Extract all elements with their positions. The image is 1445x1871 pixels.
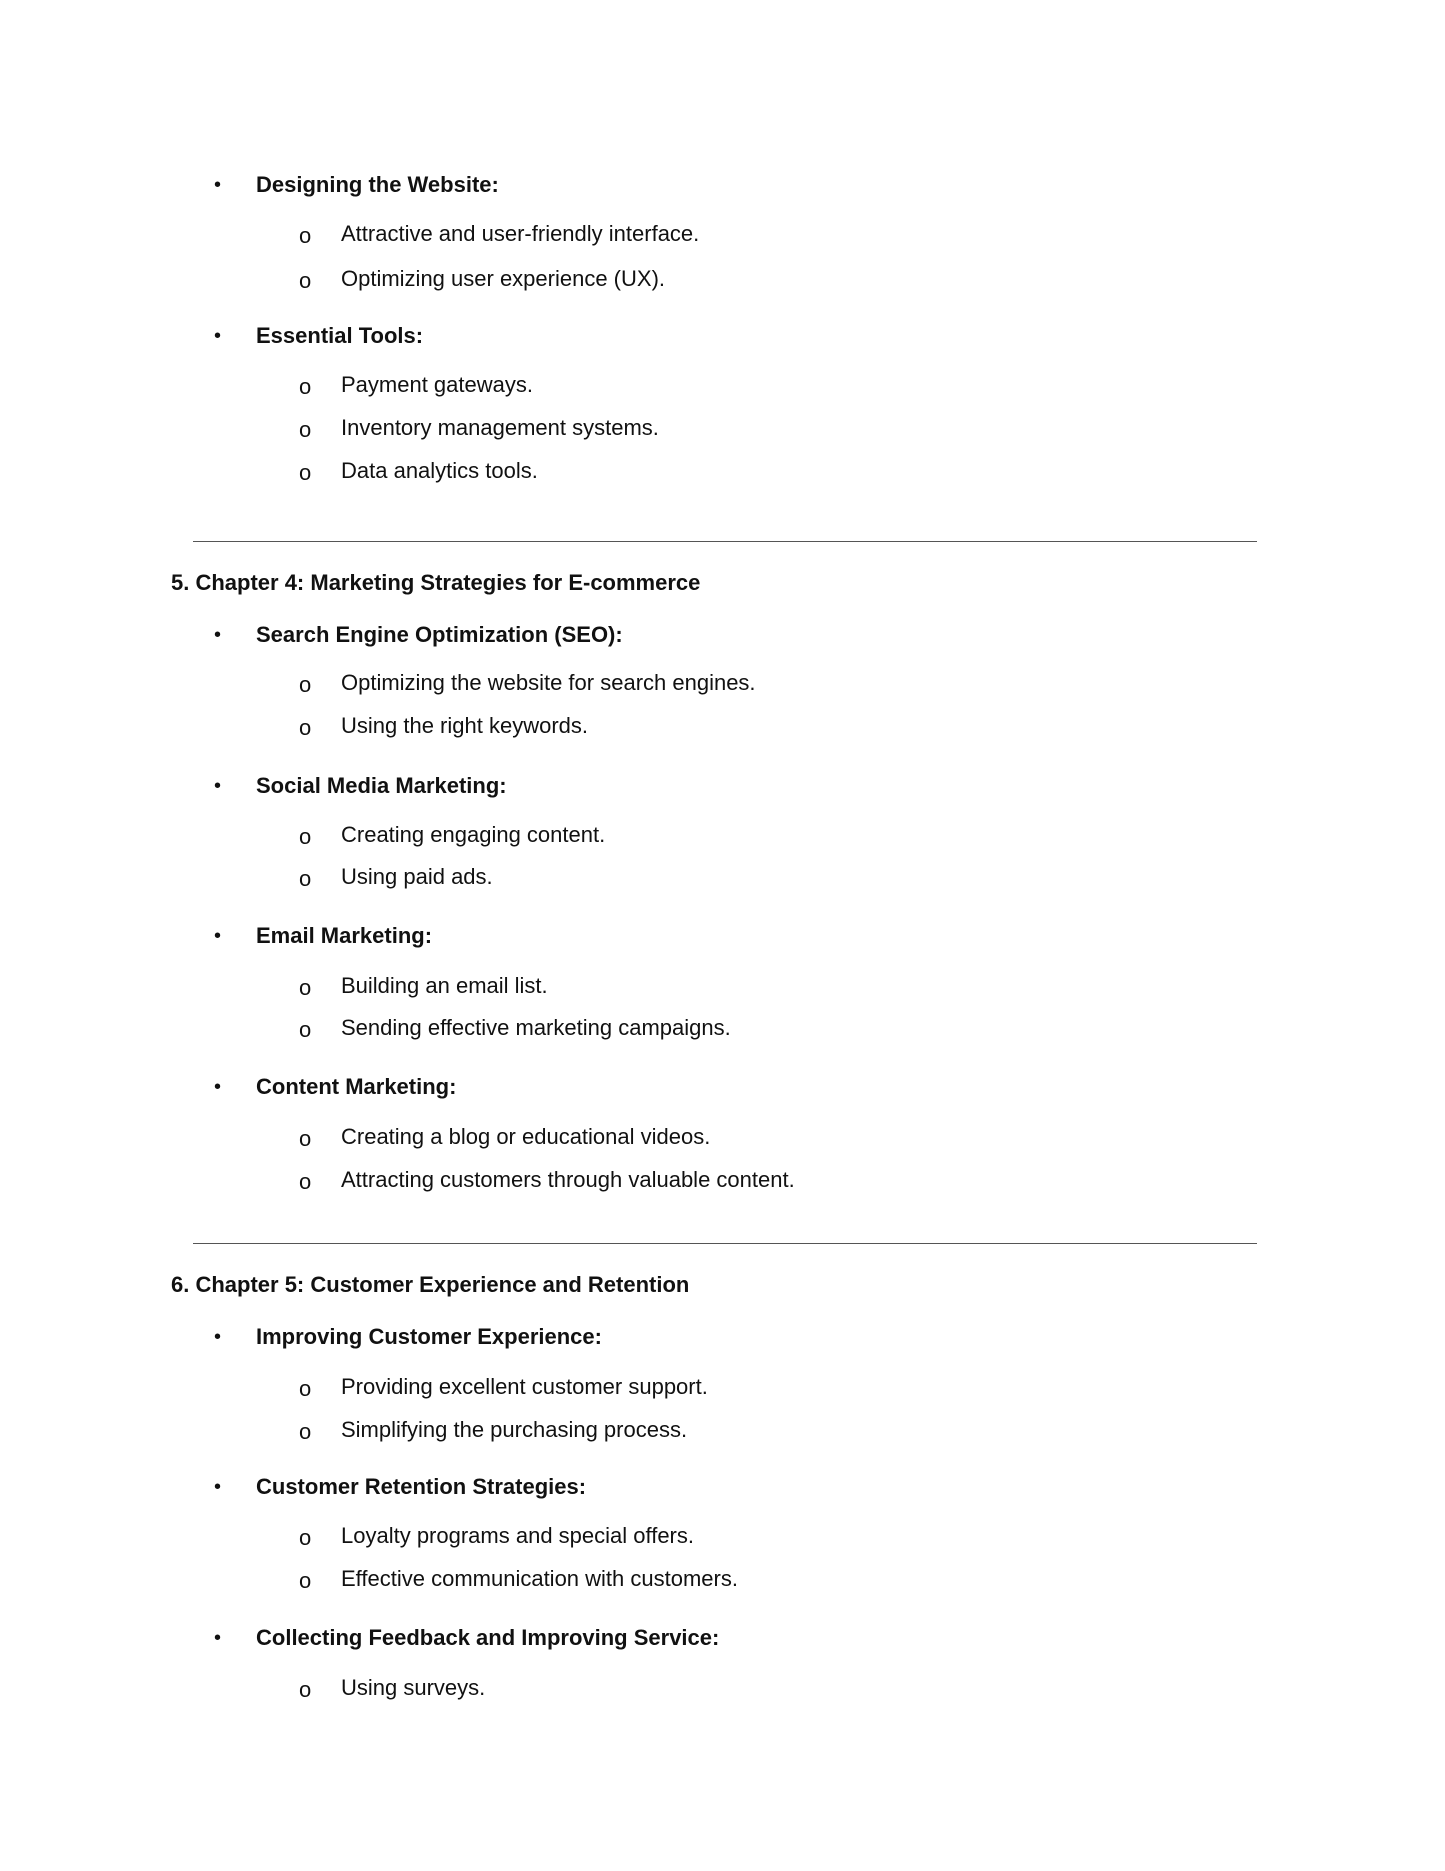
sub-list-item — [299, 1015, 731, 1042]
list-item-label: Collecting Feedback and Improving Service: — [256, 1625, 720, 1650]
list-item-content-marketing — [214, 1074, 457, 1100]
sub-list-item — [299, 1417, 688, 1444]
list-item-label: Essential Tools: — [256, 323, 424, 348]
list-item-seo — [214, 622, 623, 648]
bullet: • — [214, 1627, 222, 1649]
bullet: • — [214, 174, 222, 196]
sub-bullet: o — [299, 1169, 312, 1194]
sub-list-item — [299, 713, 588, 740]
bullet: • — [214, 325, 222, 347]
list-item-customer-retention — [214, 1474, 587, 1500]
list-item-label: Search Engine Optimization (SEO): — [256, 622, 623, 647]
sub-list-item-text: Optimizing the website for search engines. — [341, 670, 756, 695]
sub-list-item-text: Loyalty programs and special offers. — [341, 1523, 694, 1548]
sub-list-item-text: Inventory management systems. — [341, 415, 659, 440]
sub-bullet: o — [299, 824, 312, 849]
sub-list-item-text: Attracting customers through valuable content. — [341, 1167, 795, 1192]
sub-bullet: o — [299, 1677, 312, 1702]
sub-list-item — [299, 1675, 486, 1702]
sub-bullet: o — [299, 975, 312, 1000]
list-item-designing-website — [214, 172, 499, 198]
list-item-essential-tools — [214, 323, 424, 349]
sub-bullet: o — [299, 1419, 312, 1444]
sub-bullet: o — [299, 223, 312, 248]
sub-list-item — [299, 1167, 795, 1194]
sub-list-item-text: Sending effective marketing campaigns. — [341, 1015, 731, 1040]
sub-list-item — [299, 1523, 694, 1550]
sub-list-item-text: Creating engaging content. — [341, 822, 606, 847]
list-item-label: Social Media Marketing: — [256, 773, 507, 798]
sub-list-item-text: Creating a blog or educational videos. — [341, 1124, 711, 1149]
sub-bullet: o — [299, 1017, 312, 1042]
sub-bullet: o — [299, 1126, 312, 1151]
sub-list-item — [299, 415, 659, 442]
chapter-5-heading: 6. Chapter 5: Customer Experience and Retention — [171, 1272, 690, 1297]
sub-list-item — [299, 1124, 711, 1151]
list-item-label: Email Marketing: — [256, 923, 433, 948]
sub-list-item-text: Data analytics tools. — [341, 458, 538, 483]
sub-list-item — [299, 822, 606, 849]
list-item-email-marketing — [214, 923, 433, 949]
sub-bullet: o — [299, 866, 312, 891]
sub-bullet: o — [299, 1525, 312, 1550]
sub-list-item-text: Using paid ads. — [341, 864, 493, 889]
bullet: • — [214, 775, 222, 797]
sub-list-item — [299, 1374, 708, 1401]
bullet: • — [214, 1076, 222, 1098]
list-item-label: Content Marketing: — [256, 1074, 457, 1099]
sub-list-item — [299, 670, 756, 697]
sub-bullet: o — [299, 460, 312, 485]
sub-list-item-text: Providing excellent customer support. — [341, 1374, 708, 1399]
sub-list-item — [299, 973, 548, 1000]
bullet: • — [214, 1326, 222, 1348]
bullet: • — [214, 1476, 222, 1498]
sub-bullet: o — [299, 1568, 312, 1593]
sub-list-item — [299, 458, 538, 485]
sub-list-item-text: Building an email list. — [341, 973, 548, 998]
sub-list-item — [299, 864, 493, 891]
sub-list-item-text: Optimizing user experience (UX). — [341, 266, 666, 291]
sub-list-item — [299, 221, 700, 248]
list-item-label: Improving Customer Experience: — [256, 1324, 602, 1349]
sub-bullet: o — [299, 374, 312, 399]
bullet: • — [214, 925, 222, 947]
list-item-label: Customer Retention Strategies: — [256, 1474, 587, 1499]
sub-bullet: o — [299, 417, 312, 442]
sub-bullet: o — [299, 672, 312, 697]
sub-list-item-text: Payment gateways. — [341, 372, 533, 397]
sub-bullet: o — [299, 268, 312, 293]
sub-bullet: o — [299, 1376, 312, 1401]
list-item-collecting-feedback — [214, 1625, 720, 1651]
sub-list-item-text: Simplifying the purchasing process. — [341, 1417, 688, 1442]
sub-list-item — [299, 1566, 738, 1593]
sub-list-item-text: Using the right keywords. — [341, 713, 588, 738]
bullet: • — [214, 624, 222, 646]
list-item-customer-experience — [214, 1324, 602, 1350]
sub-list-item — [299, 266, 666, 293]
list-item-label: Designing the Website: — [256, 172, 499, 197]
sub-list-item-text: Attractive and user-friendly interface. — [341, 221, 700, 246]
list-item-social-media — [214, 773, 507, 799]
sub-bullet: o — [299, 715, 312, 740]
sub-list-item-text: Using surveys. — [341, 1675, 486, 1700]
horizontal-rule — [193, 1243, 1257, 1244]
horizontal-rule — [193, 541, 1257, 542]
chapter-4-heading: 5. Chapter 4: Marketing Strategies for E-commerce — [171, 570, 701, 595]
sub-list-item-text: Effective communication with customers. — [341, 1566, 738, 1591]
sub-list-item — [299, 372, 533, 399]
